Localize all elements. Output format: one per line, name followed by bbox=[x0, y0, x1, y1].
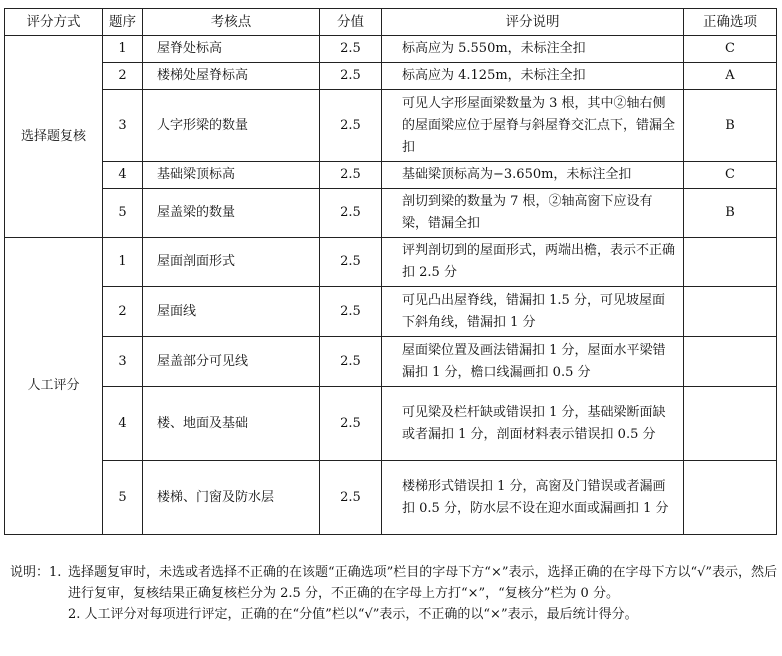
note-1-text: 选择题复审时，未选或者选择不正确的在该题“正确选项”栏目的字母下方“×”表示，选择正确的在字母下方以“√”表示，然后进行复审，复核结果正确复核栏分为 2.5 分，不正确的在字母上方打“×”，“复核分”栏为 0 分。 bbox=[68, 565, 778, 601]
score-cell: 2.5 bbox=[320, 287, 382, 337]
answer-cell: B bbox=[684, 90, 777, 162]
number-cell: 3 bbox=[103, 90, 143, 162]
method-cell: 选择题复核 bbox=[5, 36, 103, 238]
table-row bbox=[5, 387, 777, 461]
table-row bbox=[5, 63, 777, 90]
description-cell: 屋面梁位置及画法错漏扣 1 分，屋面水平梁错漏扣 1 分，檐口线漏画扣 0.5 分 bbox=[382, 337, 684, 387]
description-cell: 楼梯形式错误扣 1 分，高窗及门错误或者漏画扣 0.5 分，防水层不设在迎水面或漏画扣 1 分 bbox=[382, 461, 684, 535]
header-method: 评分方式 bbox=[5, 9, 103, 36]
answer-cell bbox=[684, 387, 777, 461]
number-cell: 4 bbox=[103, 387, 143, 461]
table-row bbox=[5, 287, 777, 337]
method-cell: 人工评分 bbox=[5, 238, 103, 535]
number-cell: 5 bbox=[103, 461, 143, 535]
score-cell: 2.5 bbox=[320, 63, 382, 90]
note-2-text: 2. 人工评分对每项进行评定，正确的在“分值”栏以“√”表示，不正确的以“×”表示，最后统计得分。 bbox=[68, 607, 638, 622]
item-cell: 基础梁顶标高 bbox=[143, 162, 320, 189]
description-cell: 可见凸出屋脊线，错漏扣 1.5 分，可见坡屋面下斜角线，错漏扣 1 分 bbox=[382, 287, 684, 337]
item-cell: 屋面线 bbox=[143, 287, 320, 337]
table-row bbox=[5, 238, 777, 287]
answer-cell: C bbox=[684, 36, 777, 63]
item-cell: 屋脊处标高 bbox=[143, 36, 320, 63]
score-cell: 2.5 bbox=[320, 189, 382, 238]
item-cell: 楼梯、门窗及防水层 bbox=[143, 461, 320, 535]
item-cell: 屋盖梁的数量 bbox=[143, 189, 320, 238]
note-1 bbox=[10, 562, 778, 604]
header-description: 评分说明 bbox=[382, 9, 684, 36]
item-cell: 楼梯处屋脊标高 bbox=[143, 63, 320, 90]
number-cell: 1 bbox=[103, 238, 143, 287]
description-cell: 标高应为 4.125m，未标注全扣 bbox=[382, 63, 684, 90]
description-cell: 可见梁及栏杆缺或错误扣 1 分，基础梁断面缺或者漏扣 1 分，剖面材料表示错误扣 0.5 分 bbox=[382, 387, 684, 461]
table-row bbox=[5, 90, 777, 162]
number-cell: 5 bbox=[103, 189, 143, 238]
header-item: 考核点 bbox=[143, 9, 320, 36]
answer-cell: C bbox=[684, 162, 777, 189]
score-cell: 2.5 bbox=[320, 238, 382, 287]
answer-cell bbox=[684, 337, 777, 387]
description-cell: 基础梁顶标高为−3.650m，未标注全扣 bbox=[382, 162, 684, 189]
answer-cell bbox=[684, 238, 777, 287]
item-cell: 人字形梁的数量 bbox=[143, 90, 320, 162]
table-row bbox=[5, 189, 777, 238]
answer-cell bbox=[684, 287, 777, 337]
item-cell: 屋盖部分可见线 bbox=[143, 337, 320, 387]
score-cell: 2.5 bbox=[320, 387, 382, 461]
answer-cell: A bbox=[684, 63, 777, 90]
item-cell: 屋面剖面形式 bbox=[143, 238, 320, 287]
table-row bbox=[5, 36, 777, 63]
notes-section bbox=[10, 562, 778, 625]
scoring-table bbox=[4, 8, 777, 535]
table-row bbox=[5, 461, 777, 535]
number-cell: 2 bbox=[103, 63, 143, 90]
score-cell: 2.5 bbox=[320, 461, 382, 535]
description-cell: 剖切到梁的数量为 7 根，②轴高窗下应设有梁，错漏全扣 bbox=[382, 189, 684, 238]
header-answer: 正确选项 bbox=[684, 9, 777, 36]
table-row bbox=[5, 337, 777, 387]
number-cell: 4 bbox=[103, 162, 143, 189]
description-cell: 可见人字形屋面梁数量为 3 根，其中②轴右侧的屋面梁应位于屋脊与斜屋脊交汇点下，错漏全扣 bbox=[382, 90, 684, 162]
score-cell: 2.5 bbox=[320, 162, 382, 189]
description-cell: 评判剖切到的屋面形式，两端出檐，表示不正确扣 2.5 分 bbox=[382, 238, 684, 287]
notes-prefix: 说明：1. bbox=[10, 565, 62, 580]
score-cell: 2.5 bbox=[320, 337, 382, 387]
table-row bbox=[5, 162, 777, 189]
answer-cell: B bbox=[684, 189, 777, 238]
answer-cell bbox=[684, 461, 777, 535]
number-cell: 1 bbox=[103, 36, 143, 63]
number-cell: 2 bbox=[103, 287, 143, 337]
item-cell: 楼、地面及基础 bbox=[143, 387, 320, 461]
description-cell: 标高应为 5.550m，未标注全扣 bbox=[382, 36, 684, 63]
header-score: 分值 bbox=[320, 9, 382, 36]
number-cell: 3 bbox=[103, 337, 143, 387]
header-row bbox=[5, 9, 777, 36]
score-cell: 2.5 bbox=[320, 90, 382, 162]
score-cell: 2.5 bbox=[320, 36, 382, 63]
header-number: 题序 bbox=[103, 9, 143, 36]
